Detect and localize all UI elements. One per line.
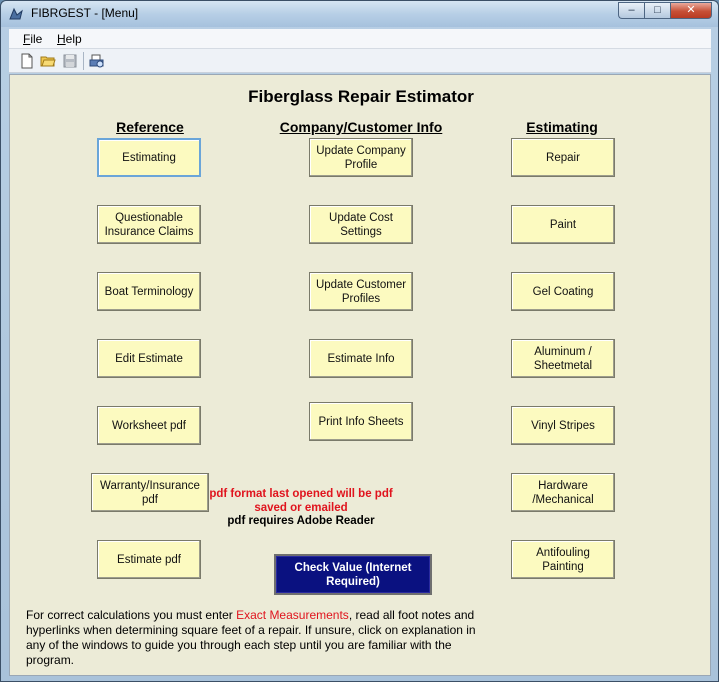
repair-button[interactable]: Repair: [511, 138, 615, 177]
window-title: FIBRGEST - [Menu]: [31, 6, 139, 20]
estimating-reference-button[interactable]: Estimating: [97, 138, 201, 177]
minimize-button[interactable]: –: [618, 2, 644, 19]
instructions-text-start: For correct calculations you must enter: [26, 608, 237, 622]
window-controls: [618, 2, 712, 19]
page-title: Fiberglass Repair Estimator: [248, 87, 474, 106]
boat-terminology-button[interactable]: Boat Terminology: [97, 272, 201, 311]
estimate-pdf-button[interactable]: Estimate pdf: [97, 540, 201, 579]
questionable-insurance-claims-button[interactable]: Questionable Insurance Claims: [97, 205, 201, 244]
update-cost-settings-button[interactable]: Update Cost Settings: [309, 205, 413, 244]
print-info-sheets-button[interactable]: Print Info Sheets: [309, 402, 413, 441]
menu-file[interactable]: File: [23, 32, 43, 46]
gel-coating-button[interactable]: Gel Coating: [511, 272, 615, 311]
toolbar: [9, 49, 711, 73]
menu-help[interactable]: Help: [57, 32, 82, 46]
maximize-button[interactable]: □: [644, 2, 670, 19]
worksheet-pdf-button[interactable]: Worksheet pdf: [97, 406, 201, 445]
company-customer-info-heading: Company/Customer Info: [279, 119, 443, 135]
instructions-text: [26, 608, 496, 668]
new-document-icon[interactable]: [19, 53, 35, 69]
warranty-insurance-pdf-button[interactable]: Warranty/Insurance pdf: [91, 473, 209, 512]
check-value-button[interactable]: Check Value (Internet Required): [274, 554, 432, 595]
title-bar[interactable]: [1, 1, 718, 27]
save-disk-icon[interactable]: [62, 53, 78, 69]
paint-button[interactable]: Paint: [511, 205, 615, 244]
edit-estimate-button[interactable]: Edit Estimate: [97, 339, 201, 378]
toolbar-separator: [83, 52, 84, 70]
antifouling-painting-button[interactable]: Antifouling Painting: [511, 540, 615, 579]
pdf-format-note: pdf format last opened will be pdf saved or emailed: [209, 488, 393, 514]
reference-heading: Reference: [116, 119, 184, 135]
main-menu-panel: [9, 74, 711, 676]
estimating-heading: Estimating: [526, 119, 598, 135]
menu-bar: [9, 29, 711, 49]
estimate-info-button[interactable]: Estimate Info: [309, 339, 413, 378]
update-company-profile-button[interactable]: Update Company Profile: [309, 138, 413, 177]
exact-measurements-highlight: Exact Measurements: [236, 608, 349, 622]
hardware-mechanical-button[interactable]: Hardware /Mechanical: [511, 473, 615, 512]
print-preview-icon[interactable]: [89, 53, 105, 69]
aluminum-sheetmetal-button[interactable]: Aluminum / Sheetmetal: [511, 339, 615, 378]
open-folder-icon[interactable]: [40, 53, 56, 69]
adobe-reader-note: pdf requires Adobe Reader: [227, 515, 375, 527]
close-button[interactable]: ✕: [670, 2, 712, 19]
vinyl-stripes-button[interactable]: Vinyl Stripes: [511, 406, 615, 445]
update-customer-profiles-button[interactable]: Update Customer Profiles: [309, 272, 413, 311]
app-icon: [8, 6, 24, 22]
instructions-text-end: , read all foot notes and hyperlinks when determining square feet of a repair. If unsure, click on explanation in any of the windows to guide you through each step until you are familiar with the program.: [26, 608, 476, 667]
